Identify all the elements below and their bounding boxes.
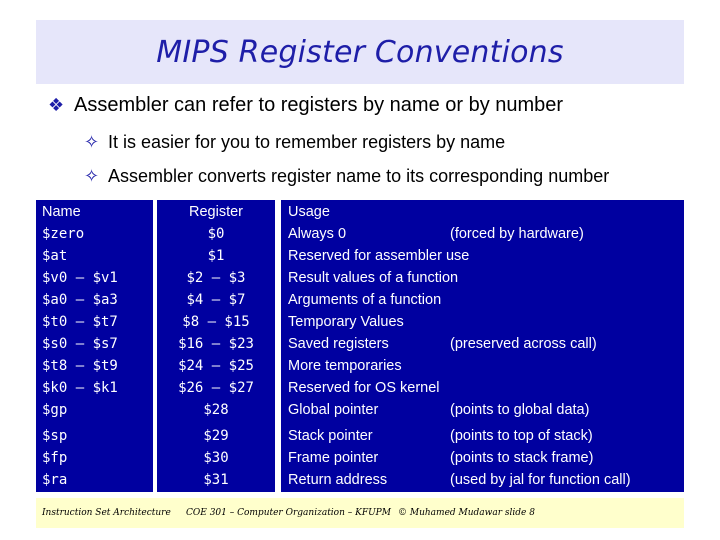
table-row bbox=[36, 245, 684, 267]
table-row bbox=[36, 469, 684, 491]
bullet-text: Assembler converts register name to its corresponding number bbox=[108, 166, 610, 186]
table-row bbox=[36, 267, 684, 289]
table-row bbox=[36, 377, 684, 399]
register-name: $sp bbox=[42, 428, 68, 444]
register-name: $t0 – $t7 bbox=[42, 314, 118, 330]
register-usage: Arguments of a function bbox=[288, 292, 442, 308]
register-name: $v0 – $v1 bbox=[42, 270, 118, 286]
register-number: $26 – $27 bbox=[178, 380, 254, 396]
register-name: $k0 – $k1 bbox=[42, 380, 118, 396]
register-number: $28 bbox=[203, 402, 229, 418]
register-name: $zero bbox=[42, 226, 85, 242]
register-name: $at bbox=[42, 248, 68, 264]
diamond-bullet-icon: ❖ bbox=[48, 95, 65, 115]
register-usage: Result values of a function bbox=[288, 270, 459, 286]
star-bullet-icon: ✧ bbox=[84, 132, 100, 152]
bullet-text: Assembler can refer to registers by name or by number bbox=[74, 94, 564, 116]
register-usage: Saved registers bbox=[288, 336, 389, 352]
table-row bbox=[36, 355, 684, 377]
bullet-sub-2 bbox=[84, 166, 609, 187]
table-header bbox=[36, 201, 684, 223]
register-usage: Return address bbox=[288, 472, 388, 488]
footer-course-topic: Instruction Set Architecture bbox=[42, 508, 171, 518]
register-name: $ra bbox=[42, 472, 68, 488]
register-number: $31 bbox=[203, 472, 229, 488]
register-number: $1 bbox=[207, 248, 225, 264]
table-row bbox=[36, 425, 684, 447]
register-usage: Frame pointer bbox=[288, 450, 379, 466]
star-bullet-icon: ✧ bbox=[84, 166, 100, 186]
table-row bbox=[36, 289, 684, 311]
footer-author-slide: © Muhamed Mudawar slide 8 bbox=[398, 508, 535, 518]
register-number: $30 bbox=[203, 450, 229, 466]
register-name: $a0 – $a3 bbox=[42, 292, 118, 308]
bullet-sub-1 bbox=[84, 132, 505, 153]
header-usage: Usage bbox=[288, 204, 330, 220]
table-row bbox=[36, 399, 684, 421]
register-usage: Stack pointer bbox=[288, 428, 373, 444]
register-usage: Reserved for OS kernel bbox=[288, 380, 440, 396]
register-name: $gp bbox=[42, 402, 68, 418]
table-row bbox=[36, 223, 684, 245]
table-row bbox=[36, 447, 684, 469]
table-row bbox=[36, 333, 684, 355]
bullet-main bbox=[48, 94, 563, 117]
register-note: (preserved across call) bbox=[450, 336, 597, 352]
register-note: (points to global data) bbox=[450, 402, 590, 418]
register-note: (used by jal for function call) bbox=[450, 472, 631, 488]
bullet-text: It is easier for you to remember registers by name bbox=[108, 132, 506, 152]
register-number: $29 bbox=[203, 428, 229, 444]
register-number: $8 – $15 bbox=[182, 314, 250, 330]
header-register: Register bbox=[189, 204, 243, 220]
register-number: $0 bbox=[207, 226, 225, 242]
footer-course-name: COE 301 – Computer Organization – KFUPM bbox=[186, 508, 391, 518]
register-number: $24 – $25 bbox=[178, 358, 254, 374]
register-name: $t8 – $t9 bbox=[42, 358, 118, 374]
register-number: $2 – $3 bbox=[186, 270, 246, 286]
register-table bbox=[36, 200, 684, 492]
register-usage: Reserved for assembler use bbox=[288, 248, 470, 264]
table-row bbox=[36, 311, 684, 333]
register-usage: Always 0 bbox=[288, 226, 347, 242]
register-usage: Global pointer bbox=[288, 402, 379, 418]
register-usage: Temporary Values bbox=[288, 314, 404, 330]
register-note: (points to top of stack) bbox=[450, 428, 593, 444]
register-number: $16 – $23 bbox=[178, 336, 254, 352]
header-name: Name bbox=[42, 204, 81, 220]
slide-footer bbox=[36, 498, 684, 528]
title-bar bbox=[36, 20, 684, 84]
register-name: $fp bbox=[42, 450, 68, 466]
register-name: $s0 – $s7 bbox=[42, 336, 118, 352]
register-note: (points to stack frame) bbox=[450, 450, 594, 466]
register-number: $4 – $7 bbox=[186, 292, 246, 308]
register-note: (forced by hardware) bbox=[450, 226, 584, 242]
slide-title: MIPS Register Conventions bbox=[156, 34, 564, 70]
register-usage: More temporaries bbox=[288, 358, 402, 374]
